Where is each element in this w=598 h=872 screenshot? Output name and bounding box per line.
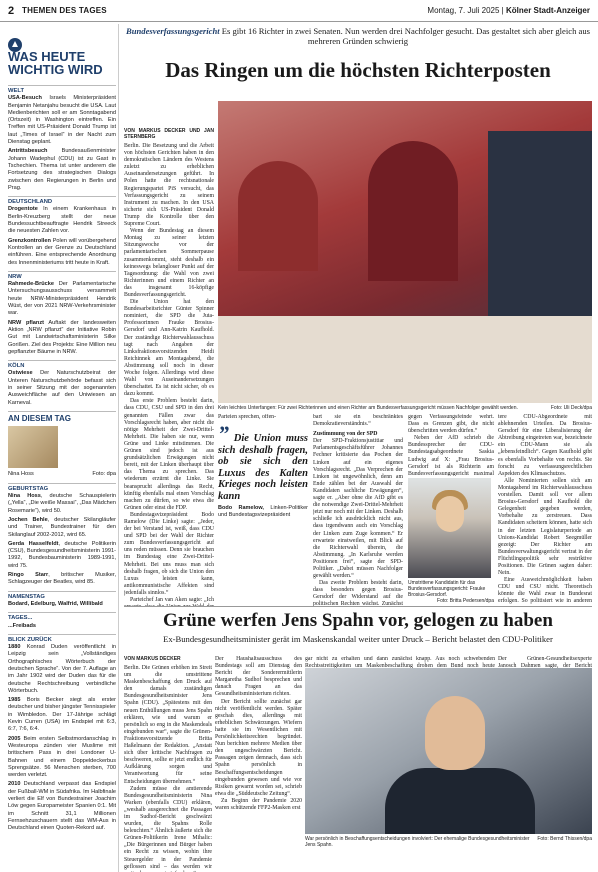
sidebar-item: Grenzkontrollen Polen will vorübergehend Kontrollen an der Grenze zu Deutschland einführen. Eine entsprechende Anordnung des Innenministeriums tritt heute in Kraft. (8, 237, 116, 266)
on-this-day-title: AN DIESEM TAG (8, 411, 116, 422)
sidebar-item: Gerda Hasselfeldt, deutsche Politikerin (CSU), Bundesgesundheitsministerin 1991-1992, Bundesbauministerin 1989-1991, wird 75. (8, 540, 116, 569)
portrait-caption: Nina Hoss Foto: dpa (8, 471, 116, 478)
sidebar-item: 2005 Beim ersten Selbstmordanschlag in Westeuropa zünden vier Muslime mit britischem Pass in drei Londoner U-Bahnen und einem Doppeldeckerbus Sprengsätze. 56 Menschen sterben, 700 werden verletzt. (8, 735, 116, 779)
article-divider (124, 606, 592, 607)
sidebar-item: Jochen Behle, deutscher Skilangläufer und Trainer, Bundestrainer für den Skilanglauf 2002-2012, wird 65. (8, 516, 116, 538)
column-divider (118, 24, 119, 872)
sidebar-section-head: BLICK ZURÜCK (8, 634, 116, 644)
portrait-photo (8, 426, 58, 468)
sidebar-item: Drogentote In einem Krankenhaus in Berlin-Kreuzberg stellt der neue Bundessuchtbeauftragte Hendrik Streeck die neuesten Zahlen vor. (8, 206, 116, 235)
sidebar-section-head: TAGES... (8, 612, 116, 622)
sidebar-item: USA-Besuch Israels Ministerpräsident Benjamin Netanjahu besucht die USA. Laut Medienberichten soll er am Sonntagabend (Ortszeit) in Washington eintreffen. Ein Treffen mit US-Präsident Donald Trump ist laut „Times of Israel“ in der Nacht zum Dienstag geplant. (8, 95, 116, 146)
article-author: VON MARKUS DECKER (124, 656, 181, 662)
article-headline: Das Ringen um die höchsten Richterposten (165, 58, 551, 82)
sidebar-item: Ringo Starr, britischer Musiker, Schlagzeuger der Beatles, wird 85. (8, 572, 116, 586)
sidebar-section-head: DEUTSCHLAND (8, 196, 116, 206)
sidebar-title: WAS HEUTE WICHTIG WIRD (8, 49, 103, 77)
article-headline: Grüne werfen Jens Spahn vor, gelogen zu haben (163, 610, 553, 631)
sidebar-item: 1880 Konrad Duden veröffentlicht in Leipzig sein „Vollständiges Orthographisches Wörterbuch der deutschen Sprache“. Von der 7. Auflage an im Jahr 1902 wird der Duden das für die deutsche Rechtschreibung verbindliche Wörterbuch. (8, 644, 116, 694)
sidebar-item: Rahmede-Brücke Der Parlamentarische Untersuchungsausschuss versammelt heute NRW-Ministerpräsident Hendrik Wüst, der von 2021 NRW-Verkehrsminister war. (8, 281, 116, 317)
article-photo-candidate (408, 478, 491, 578)
sidebar (8, 34, 116, 872)
section-title: THEMEN DES TAGES (22, 6, 107, 15)
sidebar-item: Nina Hoss, deutsche Schauspielerin („Yella“, „Die weiße Massai“, „Das Mädchen Rosemarie“), wird 50. (8, 493, 117, 514)
issue-info: Montag, 7. Juli 2025 | Kölner Stadt-Anzeiger (427, 6, 590, 15)
article-column: VON MARKUS DECKER Berlin. Die Grünen erhöhen im Streit um die umstrittene Maskenbeschaffung den Druck auf den damals zuständigen Bundesgesundheitsminister Jens Spahn (CDU). „Spätestens mit den neuen Enthüllungen muss Jens Spahn erklären, wie und warum er persönlich so eng in die Maskendeals eingebunden war“, sagte die Grünen-Fraktionsvorsitzende Britta Haßelmann der Redaktion. „Anstatt sich über kritische Nachfragen zu beschweren, sollte er jetzt endlich für Aufklärung sorgen und Verantwortung für seine Entscheidungen übernehmen.“ Zudem müsse die amtierende Bundesgesundheitsministerin Nina Warken (ebenfalls CDU) erklären, „weshalb ausgerechnet die Passagen im Sudhof-Bericht geschwärzt wurden, die Spahns Rolle beleuchten.“ Ähnlich äußerte sich die Grünen-Politikerin Irene Mihalic: „Die Bürgerinnen und Bürger haben ein Recht zu wissen, wohin ihre Steuergelder in der Pandemie geflossen sind – das werden wir (124, 656, 212, 870)
photo-caption: Foto: Bernd Thissen/dpa War persönlich in Beschaffungsentscheidungen involviert: Der ehemalige Bundesgesundheitsminister Jens Spahn. (305, 836, 592, 848)
article-kicker: Bundesverfassungsgericht Es gibt 16 Richter in zwei Senaten. Nun werden drei Nachfolger gesucht. Das gestaltet sich aber gleich aus mehreren Gründen schwierig (126, 26, 590, 46)
sidebar-item: Bodard, Edelburg, Walfrid, Willibald (8, 600, 103, 607)
sidebar-section-head: GEBURTSTAG (8, 483, 116, 493)
sidebar-section-head: NAMENSTAG (8, 591, 116, 601)
article-deck: Ex-Bundesgesundheitsminister gerät im Maskenskandal weiter unter Druck – Bericht belastet den CDU-Politiker (163, 634, 553, 644)
sidebar-section-head: WELT (8, 85, 116, 95)
sidebar-item: 1985 Boris Becker siegt als erster deutscher und bisher jüngster Tennisspieler in Wimbledon. Der 17-Jährige schlägt Kevin Curren (USA) im Endspiel mit 6:3, 6:7, 7:6, 6:4. (8, 697, 116, 733)
sidebar-section-head: NRW (8, 271, 116, 281)
article-column: Der Grünen-Gesundheitsexperte Janosch Dahmen sagte, der Bericht (498, 656, 592, 668)
article-column: tere CDU-Abgeordnete mit ablehnenden Urteilen. Da Brosius-Gersdorf für eine Liberalisierung der Abtreibung eingetreten war, bezeichnete ein CDU-Mann sie als „lebensfeindlich“. Gegen Kaufhold gibt es ebenfalls Vorbehalte von rechts. Sie forscht zu verfassungsrechtlichen Aspekten des Klimaschutzes. Alle Nominierten sollen sich am Montagabend im Richterwahlausschuss vorstellen. Damit soll vor allem Brosius-Gersdorf und Kaufhold die Gelegenheit gegeben werden, Vorbehalte zu zerstreuen. Dass Kandidaten scheitern können, hatte sich in der letzten Legislaturperiode an Unions-Kandidat Robert Seegmüller gezeigt: Der Richter am Bundesverwaltungsgericht vertrat in der Flüchtlingspolitik sehr restriktive Positionen. Die Grünen sagten daher: Nein. Eine Ausweichmöglichkeit haben CDU und CSU nicht. Theoretisch könnte die Wahl zwar in Bundesrat erfolgen. So politisiert wie in anderen (498, 414, 592, 605)
article-photo-court (218, 101, 592, 403)
article-column: Der Haushaltsausschuss des Bundestags soll am Dienstag den Bericht der Sonderermittlerin Margaretha Sudhof besprechen und danach Fragen an das Gesundheitsministerium richten. Der Bericht sollte zunächst gar nicht veröffentlicht werden. Später geschah dies, allerdings mit erheblichen Schwärzungen. Wiefern hatte sie im Wesentlichen mit Persönlichkeitsrechten begründet. Nun berichten mehrere Medien über den ungeschwärzten Bericht. Passagen zeigen demnach, dass sich Spahn persönlich in Beschaffungsentscheidungen eingebunden gewesen und wie vor Risiken gewarnt worden sei, schrieb etwa die „Süddeutsche Zeitung“. Zu Beginn der Pandemie 2020 waren schützende FFP2-Masken erst (215, 656, 302, 811)
paper-name: Kölner Stadt-Anzeiger (505, 6, 590, 15)
article-column: bart sie ein beschränktes Demokratieverständnis.“ Zustimmung von der SPD Der SPD-Fraktionsjustitiar und Parlamentsgeschäftsführer Johannes Fechner kritisierte das Pochen der Linken auf ein eigenes Vorschlagsrecht. „Das Verprechen der Linken ist ungewöhnlich, denn am Ende zählen bei der Auswahl der Kandidaten sachliche Erwägungen“, sagte er. „Aber ohne die AfD gibt es die notwendige Zwei-Drittel-Mehrheit jetzt nur noch mit der Linken. Deshalb schließe ich ausdrücklich nicht aus, dass irgendwann auch ein Vorschlag der Linken zum Zuge kommen.“ Er erwartete einstweilen, mit Blick auf die Richterwahl überein, die Abstimmung. „In Karlsruhe werden Positionen frei“, sagte der SPD-Politiker. „Dabei müssen Nachfolger gewählt werden.“ Das zweite Problem besteht darin, dass besonders gegen Brosius-Gersdorf der Widerstand auf die politischen Rechten wächst. Zunächst (313, 414, 403, 606)
page-number: 2 (8, 5, 15, 17)
sidebar-item: Antrittsbesuch Bundesaußenminister Johann Wadephul (CDU) ist zu Gast in Tschechien. Thema ist unter anderem die Fortsetzung des strategischen Dialogs zwischen den Regierungen in Berlin und Prag. (8, 148, 116, 191)
sidebar-section-head: KÖLN (8, 360, 116, 370)
photo-caption: Umstrittene Kandidatin für das Bundesverfassungsgericht: Frauke Brosius-Gersdorf. Foto: Britta Pedersen/dpa (408, 580, 494, 604)
article-author: VON MARKUS DECKER UND JAN STERNBERG (124, 128, 214, 140)
page-header (0, 0, 598, 22)
article-column: Parteien sprechen, offen- ” Die Union muss sich deshalb fragen, ob sie sich den Luxus des Kalten Krieges noch leisten kann Bodo Ramelow, Linken-Politiker und Bundestagsvizepräsident (218, 414, 308, 518)
sidebar-item: Ostwiese Der Naturschutzbeirat der Unteren Naturschutzbehörde befasst sich in seiner Sitzung mit der sogenannten Ausweichfläche auf den Uniwiesen an Karneval. (8, 370, 116, 406)
article-column: gegen Verfassungsfeinde wehrt. Dass es Grenzen gibt, die nicht überschritten werden dürfen.“ Neben der AfD schrieb die Bundessprecher der CDU-Bundestagsabgeordnete Saskia Ludwig auf X: „Frau Brosius-Gersdorf ist als Richterin am Bundesverfassungsgericht maximal (408, 414, 494, 476)
article-column: gar nicht zu erhalten und dann zunächst knapp. Aus noch schwebenden Rechtsstreitigkeiten um Maskenbeschaffung drohen dem Bund noch heute (305, 656, 495, 668)
article-photo-spahn (305, 668, 592, 834)
article-column: VON MARKUS DECKER UND JAN STERNBERG Berlin. Die Besetzung und die Arbeit von höchsten Gerichten haben in den demokratischen Ländern des Westens zuletzt zu erheblichen Auseinandersetzungen geführt. In Polen hatte die rechtsnationale Regierungspartei PiS versucht, das Verfassungsgericht zu seinem Instrument zu machen. In den USA sicherte sich US-Präsident Donald Trump die Kontrolle über den Supreme Court. Wenn der Bundestag an diesem Montag zu seiner letzten Sitzungswoche vor der parlamentarischen Sommerpause zusammenkommt, steht deshalb ein keineswegs belangloser Punkt auf der Tagesordnung: die Wahl von zwei Richterinnen und einem Richter an das insgesamt 16-köpfige Bundesverfassungsgericht. Die Union hat den Bundesarbeitsrichter Günter Spinner nominiert, die SPD die Juta-Professorinnen Frauke Brosius-Gersdorf und Ann-Katrin Kaufhold. Der zuständige Richterwahlausschuss tagt nach Angaben der Linksfraktionsvorsitzenden Heidi Reichinnek am Montagabend, die Abstimmung soll noch in dieser Woche folgen. Allerdings wird diese Wahl von Auseinandersetzungen überschattet. Es ist nicht sicher, ob es dazu kommt. Das erste Problem besteht darin, dass CDU, CSU und SPD in den drei genannten Fällen zwar das Vorschlagsrecht haben, aber nicht die nötige Mehrheit der Zwei-Drittel-Mehrheit. Die haben sie nur, wenn Grüne und Linke mitstimmen. Die Grünen sind jedoch ist aus grundsätzlichen Erwägungen nicht bereit, mit der Linken überhaupt über das Thema zu sprechen. Das wiederum erzürnt die Linke. Sie beansprucht allerdings das Recht, künftig ebenfalls mal einen Vorschlag machen zu dürfen, so wie etwa die Grünen oder einst die FDP. Bundestagsvizepräsident Bodo Ramelow (Die Linke) sagte: „Jeder, der bei Verstand ist, weiß, dass CDU und SPD bei der Wahl der Richter zum Bundesverfassungsgericht auf uns reden müssen. Denn sie brauchen im Bundestag eine Zwei-Drittel-Mehrheit. Bei uns muss man sich deshalb fragen, ob sich die Union den Luxus leisten kann, antikommunistische Affekten sind jedenfalls sinnlos.“ Parteichef Jan van Aken sagte: „Ich (124, 128, 214, 603)
photo-caption: Foto: Uli Deck/dpa Kein leichtes Unterfangen: Für zwei Richterinnen und einen Richter am Bundesverfassungsgericht müssen Nachfolger gewählt werden. (218, 405, 592, 411)
pull-quote: ” Die Union muss sich deshalb fragen, ob sie sich den Luxus des Kalten Krieges noch leisten kann Bodo Ramelow, Linken-Politiker und Bundestagsvizepräsident (218, 421, 308, 518)
issue-date: Montag, 7. Juli 2025 (427, 6, 500, 15)
sidebar-item: NRW pflanzt Auftakt der landesweiten Aktion „NRW pflanzt“ der Initiative Robin Gut mit Landwirtschaftsministerin Silke Gorißen. Ziel des Projekts: Eine Million neu gepflanzter Bäume in NRW. (8, 319, 116, 355)
sidebar-item: 2010 Deutschland verpasst das Endspiel der Fußball-WM in Südafrika. Im Halbfinale verliert die Elf von Bundestrainer Joachim Löw gegen Europameister Spanien 0:1. Mit im Schnitt 31,1 Millionen Fernsehzuschauern stellt das WM-Aus in Deutschland einen Quoten-Rekord auf. (8, 781, 116, 832)
sidebar-item: ...Freibads (8, 622, 36, 629)
